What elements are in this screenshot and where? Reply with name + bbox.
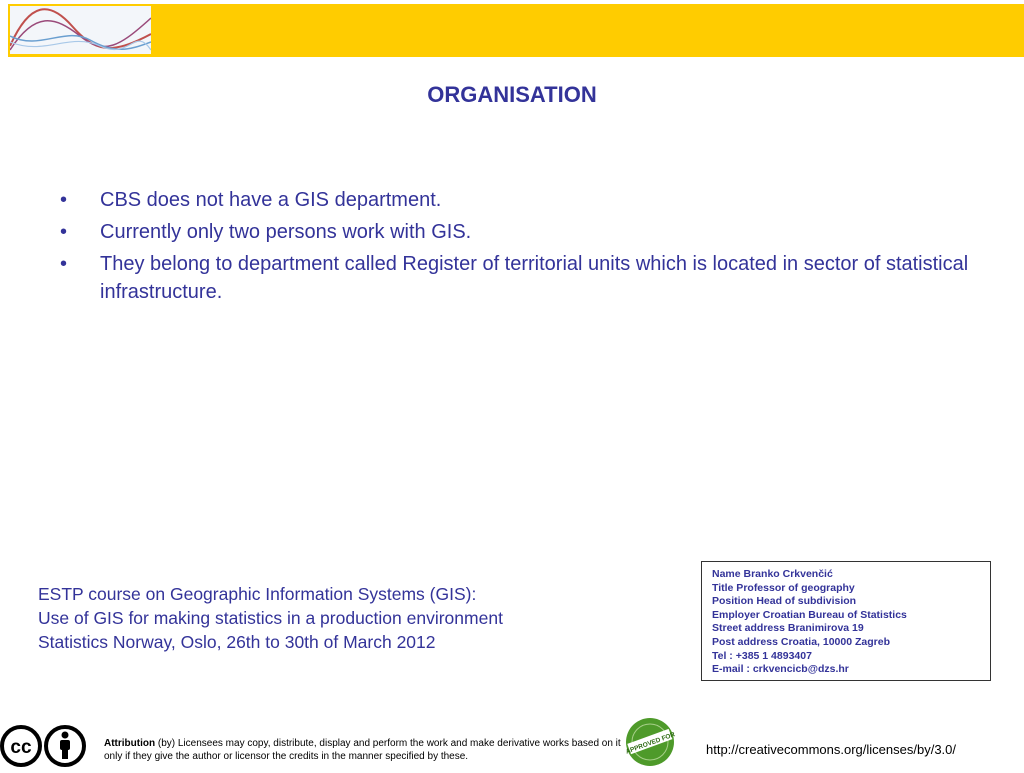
course-line: Statistics Norway, Oslo, 26th to 30th of March 2012: [38, 632, 436, 652]
wave-lines-logo-icon: [10, 6, 151, 54]
contact-tel: Tel : +385 1 4893407: [712, 649, 812, 662]
contact-title: Title Professor of geography: [712, 581, 855, 594]
contact-employer: Employer Croatian Bureau of Statistics: [712, 608, 907, 621]
contact-position: Position Head of subdivision: [712, 595, 857, 608]
contact-street: Street address Branimirova 19: [712, 622, 864, 635]
approved-for-free-cultural-works-badge-icon: [624, 716, 676, 768]
bullet-text: Currently only two persons work with GIS.: [100, 221, 472, 243]
contact-name: Name Branko Crkvenčić: [712, 568, 833, 580]
contact-card: [701, 561, 991, 681]
svg-text:APPROVED FOR: APPROVED FOR: [624, 731, 676, 756]
license-link[interactable]: http://creativecommons.org/licenses/by/3.0/: [706, 742, 957, 757]
list-item: [60, 250, 970, 306]
contact-email: E-mail : crkvencicb@dzs.hr: [712, 663, 849, 676]
svg-text:cc: cc: [10, 737, 32, 758]
slide-title: ORGANISATION: [427, 82, 597, 107]
course-info: [38, 582, 503, 654]
attribution-body: (by) Licensees may copy, distribute, display and perform the work and make derivative works based on it only if they give the author or licensor the credits in the manner specified by these.: [104, 738, 621, 762]
bullet-icon: •: [60, 221, 68, 243]
bullet-text: CBS does not have a GIS department.: [100, 189, 442, 211]
bullet-icon: •: [60, 253, 68, 275]
bullet-list: [60, 186, 970, 310]
contact-post: Post address Croatia, 10000 Zagreb: [712, 635, 890, 648]
course-line: Use of GIS for making statistics in a production environment: [38, 608, 503, 628]
header-bar: [8, 4, 1024, 57]
creative-commons-by-icon: [0, 722, 90, 768]
list-item: [60, 186, 970, 214]
bullet-text: They belong to department called Register of territorial units which is located in sector of statistical infrastructure.: [100, 253, 969, 303]
list-item: [60, 218, 970, 246]
attribution-label: Attribution: [104, 738, 156, 749]
attribution-text: [104, 737, 624, 763]
course-line: ESTP course on Geographic Information Systems (GIS):: [38, 584, 477, 604]
bullet-icon: •: [60, 189, 68, 211]
